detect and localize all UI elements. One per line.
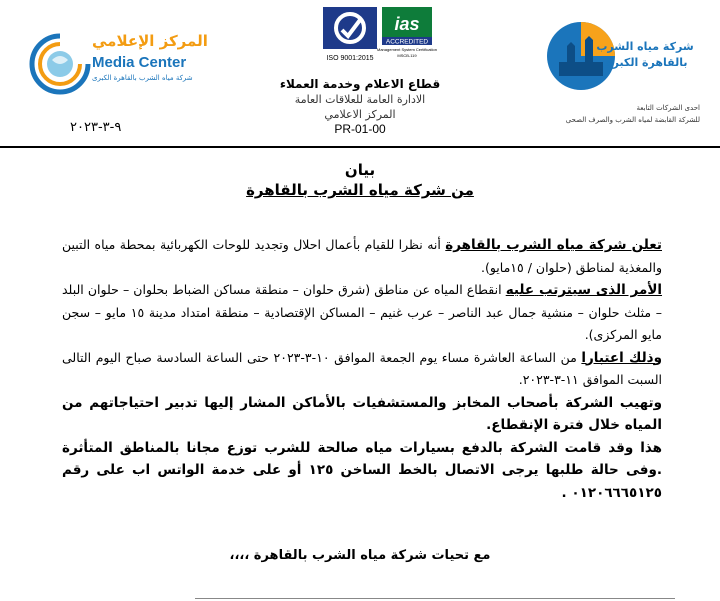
paragraph-affected-areas xyxy=(62,279,662,347)
announcement-lead: تعلن شركة مياه الشرب بالقاهرة xyxy=(445,237,662,253)
accredited-text: ACCREDITED xyxy=(385,38,429,46)
company-logo-text-2: بالقاهرة الكبرى xyxy=(602,56,688,69)
timing-text: من الساعة العاشرة مساء يوم الجمعة الموافق ١٠-٣-٢٠٢٣ حتى الساعة السادسة صباح اليوم التالى السبت الموافق ١١-٣-٢٠٢٣. xyxy=(62,349,662,387)
ias-logo xyxy=(376,6,438,58)
affected-text: انقطاع المياه عن مناطق (شرق حلوان – منطقة مساكن الضباط بحلوان – حلوان البلد – مثلث حلوان – منشية جمال عبد الناصر – عرب غنيم – المساكن الإقتصادية – منطقة امتداد مدينة ١٥ مايو – سجن مايو المركزى). xyxy=(62,282,662,342)
media-center-english: Media Center xyxy=(92,54,187,71)
ias-sub-text: Management System Certification xyxy=(376,47,438,52)
statement-date: ٩-٣-٢٠٢٣ xyxy=(70,120,122,135)
company-sub-2: للشركة القابضة لمياه الشرب والصرف الصحى xyxy=(565,116,700,124)
dept-admin: الادارة العامة للعلاقات العامة xyxy=(294,93,426,106)
affected-lead: الأمر الذى سيترتب عليه xyxy=(505,282,663,298)
title-company: من شركة مياه الشرب بالقاهرة xyxy=(246,181,474,199)
header-divider xyxy=(0,146,720,148)
document-code: PR-01-00 xyxy=(334,122,386,136)
statement-title xyxy=(0,160,720,200)
media-center-globe-icon xyxy=(30,26,90,96)
dept-media-center: المركز الاعلامي xyxy=(324,108,396,121)
iso-logo xyxy=(322,6,378,64)
media-center-sub: شركة مياه الشرب بالقاهرة الكبرى xyxy=(92,74,193,82)
statement-body xyxy=(62,234,662,504)
ias-text: ias xyxy=(394,14,420,34)
dept-sector: قطاع الاعلام وخدمة العملاء xyxy=(279,77,441,91)
department-block xyxy=(260,76,460,136)
timing-lead: وذلك اعتبارا xyxy=(581,349,663,366)
company-logo-icon xyxy=(545,18,694,93)
paragraph-water-trucks: هذا وقد قامت الشركة بالدفع بسيارات مياه صالحة للشرب توزع مجانا بالمناطق المتأثرة .وفى حالة طلبها يرجى الاتصال بالخط الساخن ١٢٥ أو على خدمة الواتس اب على رقم ٠١٢٠٦٦٦٥١٢٥ . xyxy=(62,439,662,501)
footer-line xyxy=(195,598,675,599)
paragraph-appeal: وتهيب الشركة بأصحاب المخابز والمستشفيات بالأماكن المشار إليها تدبير احتياجاتهم من المياه خلال فترة الإنقطاع. xyxy=(62,394,662,433)
media-center-arabic: المركز الإعلامي xyxy=(92,32,208,50)
company-logo-text-1: شركة مياه الشرب xyxy=(596,40,694,53)
announcement-text: أنه نظرا للقيام بأعمال احلال وتجديد للوحات الكهربائية بمحطة مياه التبين والمغذية لمناطق (حلوان / ١٥مايو). xyxy=(62,237,662,275)
media-center-logo xyxy=(30,26,208,96)
iso-label: ISO 9001:2015 xyxy=(326,55,374,62)
company-logo xyxy=(545,18,694,93)
ias-code-text: MSCB-119 xyxy=(397,53,417,58)
iso-certification-icon xyxy=(322,6,378,64)
ias-accreditation-icon xyxy=(376,6,438,58)
title-statement: بيان xyxy=(344,161,376,179)
letterhead xyxy=(0,0,720,150)
company-sub-1: احدى الشركات التابعة xyxy=(636,104,700,112)
paragraph-announcement xyxy=(62,234,662,279)
paragraph-timing xyxy=(62,347,662,392)
closing-regards: مع تحيات شركة مياه الشرب بالقاهرة ،،،، xyxy=(229,548,491,563)
